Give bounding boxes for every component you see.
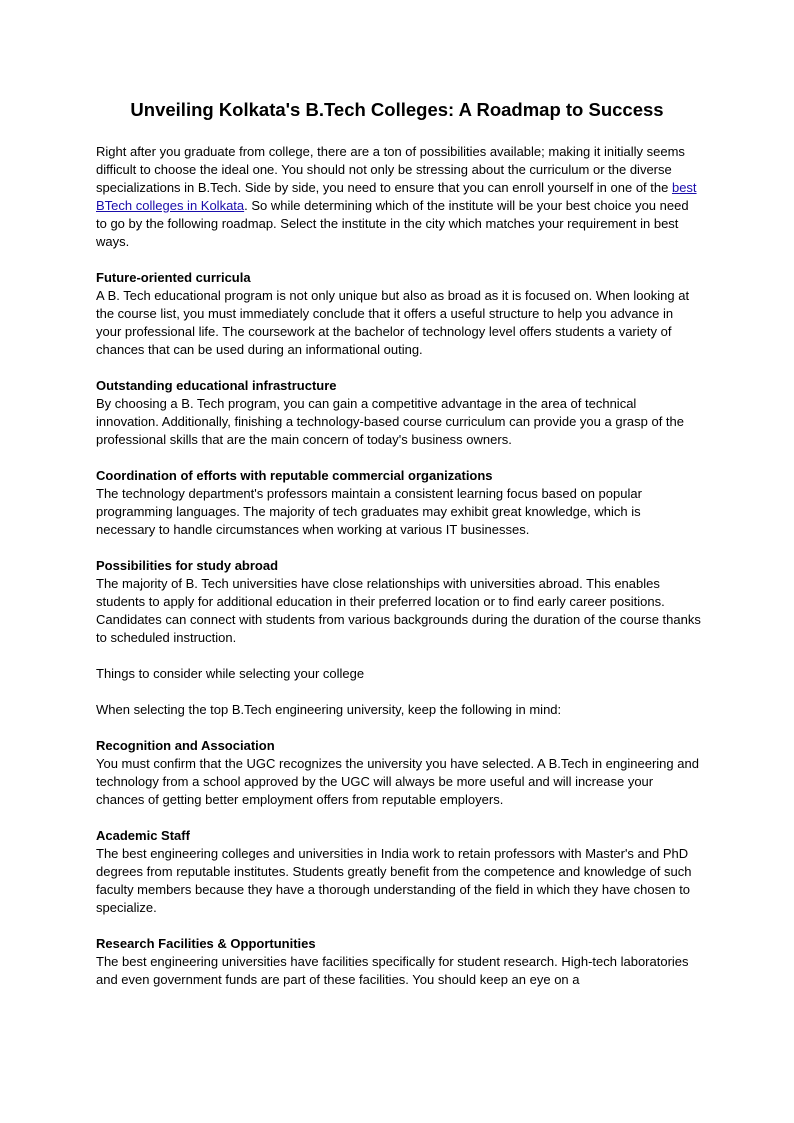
page-title: Unveiling Kolkata's B.Tech Colleges: A Roadmap to Success (130, 99, 664, 120)
section-infrastructure (96, 377, 702, 449)
section-heading: Research Facilities & Opportunities (96, 936, 316, 951)
best-btech-colleges-link[interactable]: best BTech colleges in Kolkata (96, 180, 697, 213)
section-recognition (96, 737, 702, 809)
section-body: The majority of B. Tech universities have close relationships with universities abroad. This enables students to apply for additional education in their preferred location or to find early career positions. Candidates can connect with students from various backgrounds during the duration of the course thanks to scheduled instruction. (96, 576, 701, 645)
section-research-facilities (96, 935, 702, 989)
document-body (96, 143, 702, 1007)
section-heading: Academic Staff (96, 828, 190, 843)
section-body: You must confirm that the UGC recognizes the university you have selected. A B.Tech in engineering and technology from a school approved by the UGC will always be more useful and will increase your chances of getting better employment offers from reputable employers. (96, 756, 699, 807)
section-body: The best engineering universities have facilities specifically for student research. High-tech laboratories and even government funds are part of these facilities. You should keep an eye on a (96, 954, 689, 987)
section-heading: Coordination of efforts with reputable commercial organizations (96, 468, 493, 483)
section-future-curricula (96, 269, 702, 359)
section-body: The best engineering colleges and universities in India work to retain professors with Master's and PhD degrees from reputable institutes. Students greatly benefit from the competence and knowledge of such faculty members because they have a thorough understanding of the field in which they have chosen to specialize. (96, 846, 692, 915)
section-heading: Outstanding educational infrastructure (96, 378, 337, 393)
section-heading: Recognition and Association (96, 738, 275, 753)
section-commercial-coordination (96, 467, 702, 539)
section-academic-staff (96, 827, 702, 917)
intro-paragraph (96, 143, 702, 251)
section-body: A B. Tech educational program is not only unique but also as broad as it is focused on. When looking at the course list, you must immediately conclude that it offers a useful structure to help you advance in your professional life. The coursework at the bachelor of technology level offers students a variety of chances that can be used during an informational outing. (96, 288, 690, 357)
section-study-abroad (96, 557, 702, 647)
consider-paragraph: Things to consider while selecting your college (96, 666, 365, 681)
section-body: By choosing a B. Tech program, you can gain a competitive advantage in the area of technical innovation. Additionally, finishing a technology-based course curriculum can provide you a grasp of the professional skills that are the main concern of today's business owners. (96, 396, 684, 447)
intro-text-before: Right after you graduate from college, there are a ton of possibilities available; making it initially seems difficult to choose the ideal one. You should not only be stressing about the curriculum or the diverse specializations in B.Tech. Side by side, you need to ensure that you can enroll yourself in one of the (96, 144, 685, 195)
intro-text-after: . So while determining which of the institute will be your best choice you need to go by the following roadmap. Select the institute in the city which matches your requirement in best ways. (96, 198, 689, 249)
section-body: The technology department's professors maintain a consistent learning focus based on popular programming languages. The majority of tech graduates may exhibit great knowledge, which is necessary to handle circumstances when working at various IT businesses. (96, 486, 642, 537)
when-selecting-paragraph: When selecting the top B.Tech engineering university, keep the following in mind: (96, 702, 562, 717)
section-heading: Possibilities for study abroad (96, 558, 279, 573)
section-heading: Future-oriented curricula (96, 270, 251, 285)
